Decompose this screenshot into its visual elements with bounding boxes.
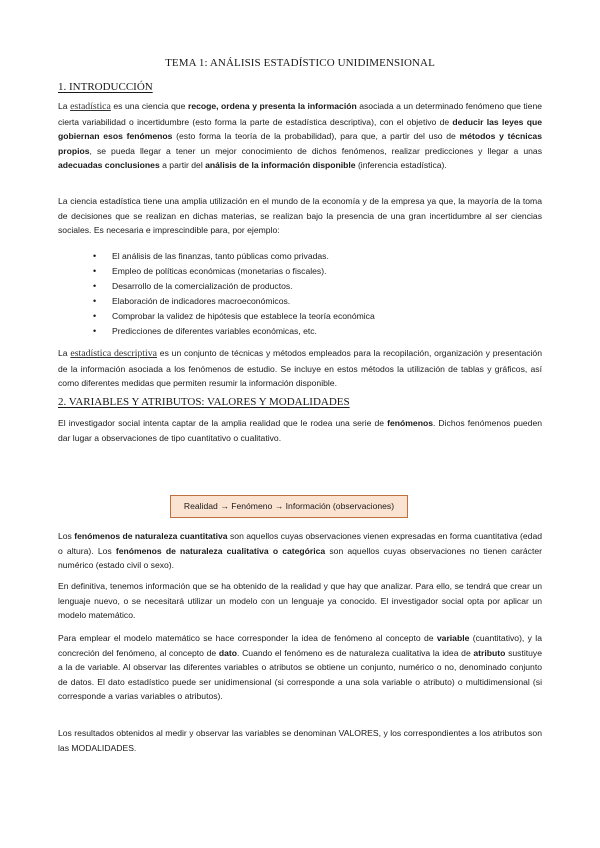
descriptive-stats-paragraph: La estadística descriptiva es un conjunto de técnicas y métodos empleados para la recopilación, organización y presentación de la información asociada a los fenómenos de estudio. Se incluye en estos métodos la utilización de tablas y gráficos, así como diferentes medidas que permiten resumir la información disponible. [58,348,542,389]
list-item: • Predicciones de diferentes variables económicas, etc. [58,324,542,339]
variables-paragraph-1: El investigador social intenta captar de la amplia realidad que le rodea una serie de fenómenos. Dichos fenómenos pueden dar lugar a observaciones de tipo cuantitativo o cualitativo. [58,418,543,443]
list-item: • Elaboración de indicadores macroeconómicos. [58,294,542,309]
intro-paragraph-2: La ciencia estadística tiene una amplia utilización en el mundo de la economía y de la empresa ya que, la mayoría de la toma de decisiones que se realizan en dichas materias, se realizan bajo la presencia de una gran incertidumbre al ser ciencias sociales. Es necesaria e imprescindible para, por ejemplo: [58,196,542,236]
bullet-icon: • [93,251,97,261]
bullet-icon: • [93,281,97,291]
uses-bullet-list [58,249,542,339]
variables-paragraph-4: Para emplear el modelo matemático se hace corresponder la idea de fenómeno al concepto de variable (cuantitativo), y la concreción del fenómeno, al concepto de dato. Cuando el fenómeno es de naturaleza cualitativa la idea de atributo sustituye a la de variable. Al observar las diferentes variables o atributos se obtiene un conjunto, numérico o no, denominado conjunto de datos. El dato estadístico puede ser unidimensional (si corresponde a una sola variable o atributo) o multidimensional (si corresponde a varias variables o atributos). [58,633,543,702]
bullet-icon: • [93,326,97,336]
bullet-icon: • [93,266,97,276]
list-item: • Comprobar la validez de hipótesis que establece la teoría económica [58,309,542,324]
section-2-heading: 2. VARIABLES Y ATRIBUTOS: VALORES Y MODALIDADES [58,396,350,408]
term-estadistica: estadística [70,101,111,112]
bullet-icon: • [93,296,97,306]
section-1-heading: 1. INTRODUCCIÓN [58,81,153,93]
bullet-icon: • [93,311,97,321]
flow-highlight-box: Realidad → Fenómeno → Información (observaciones) [170,495,408,518]
variables-paragraph-2: Los fenómenos de naturaleza cuantitativa son aquellos cuyas observaciones vienen expresadas en forma cuantitativa (edad o altura). Los fenómenos de naturaleza cualitativa o categórica son aquellos cuyas observaciones no tienen carácter numérico (estado civil o sexo). [58,531,543,571]
document-title: TEMA 1: ANÁLISIS ESTADÍSTICO UNIDIMENSIONAL [165,57,435,69]
list-item: • El análisis de las finanzas, tanto públicas como privadas. [58,249,542,264]
intro-paragraph-1: La estadística es una ciencia que recoge, ordena y presenta la información asociada a un determinado fenómeno que tiene cierta variabilidad o incertidumbre (esto forma la parte de estadística descriptiva), con el objetivo de deducir las leyes que gobiernan esos fenómenos (esto forma la teoría de la probabilidad), para que, a partir del uso de métodos y técnicas propios, se pueda llegar a tener un mejor conocimiento de dichos fenómenos, realizar predicciones y llegar a unas adecuadas conclusiones a partir del análisis de la información disponible (inferencia estadística). [58,101,542,171]
term-estadistica-descriptiva: estadística descriptiva [70,348,157,359]
variables-paragraph-5: Los resultados obtenidos al medir y observar las variables se denominan VALORES, y los correspondientes a los atributos son las MODALIDADES. [58,728,542,753]
list-item: • Empleo de políticas económicas (monetarias o fiscales). [58,264,542,279]
variables-paragraph-3: En definitiva, tenemos información que se ha obtenido de la realidad y que hay que analizar. Para ello, se tendrá que crear un lenguaje nuevo, o se necesitará utilizar un modelo con un lenguaje ya conocido. El investigador social opta por aplicar un modelo matemático. [58,581,542,621]
list-item: • Desarrollo de la comercialización de productos. [58,279,542,294]
